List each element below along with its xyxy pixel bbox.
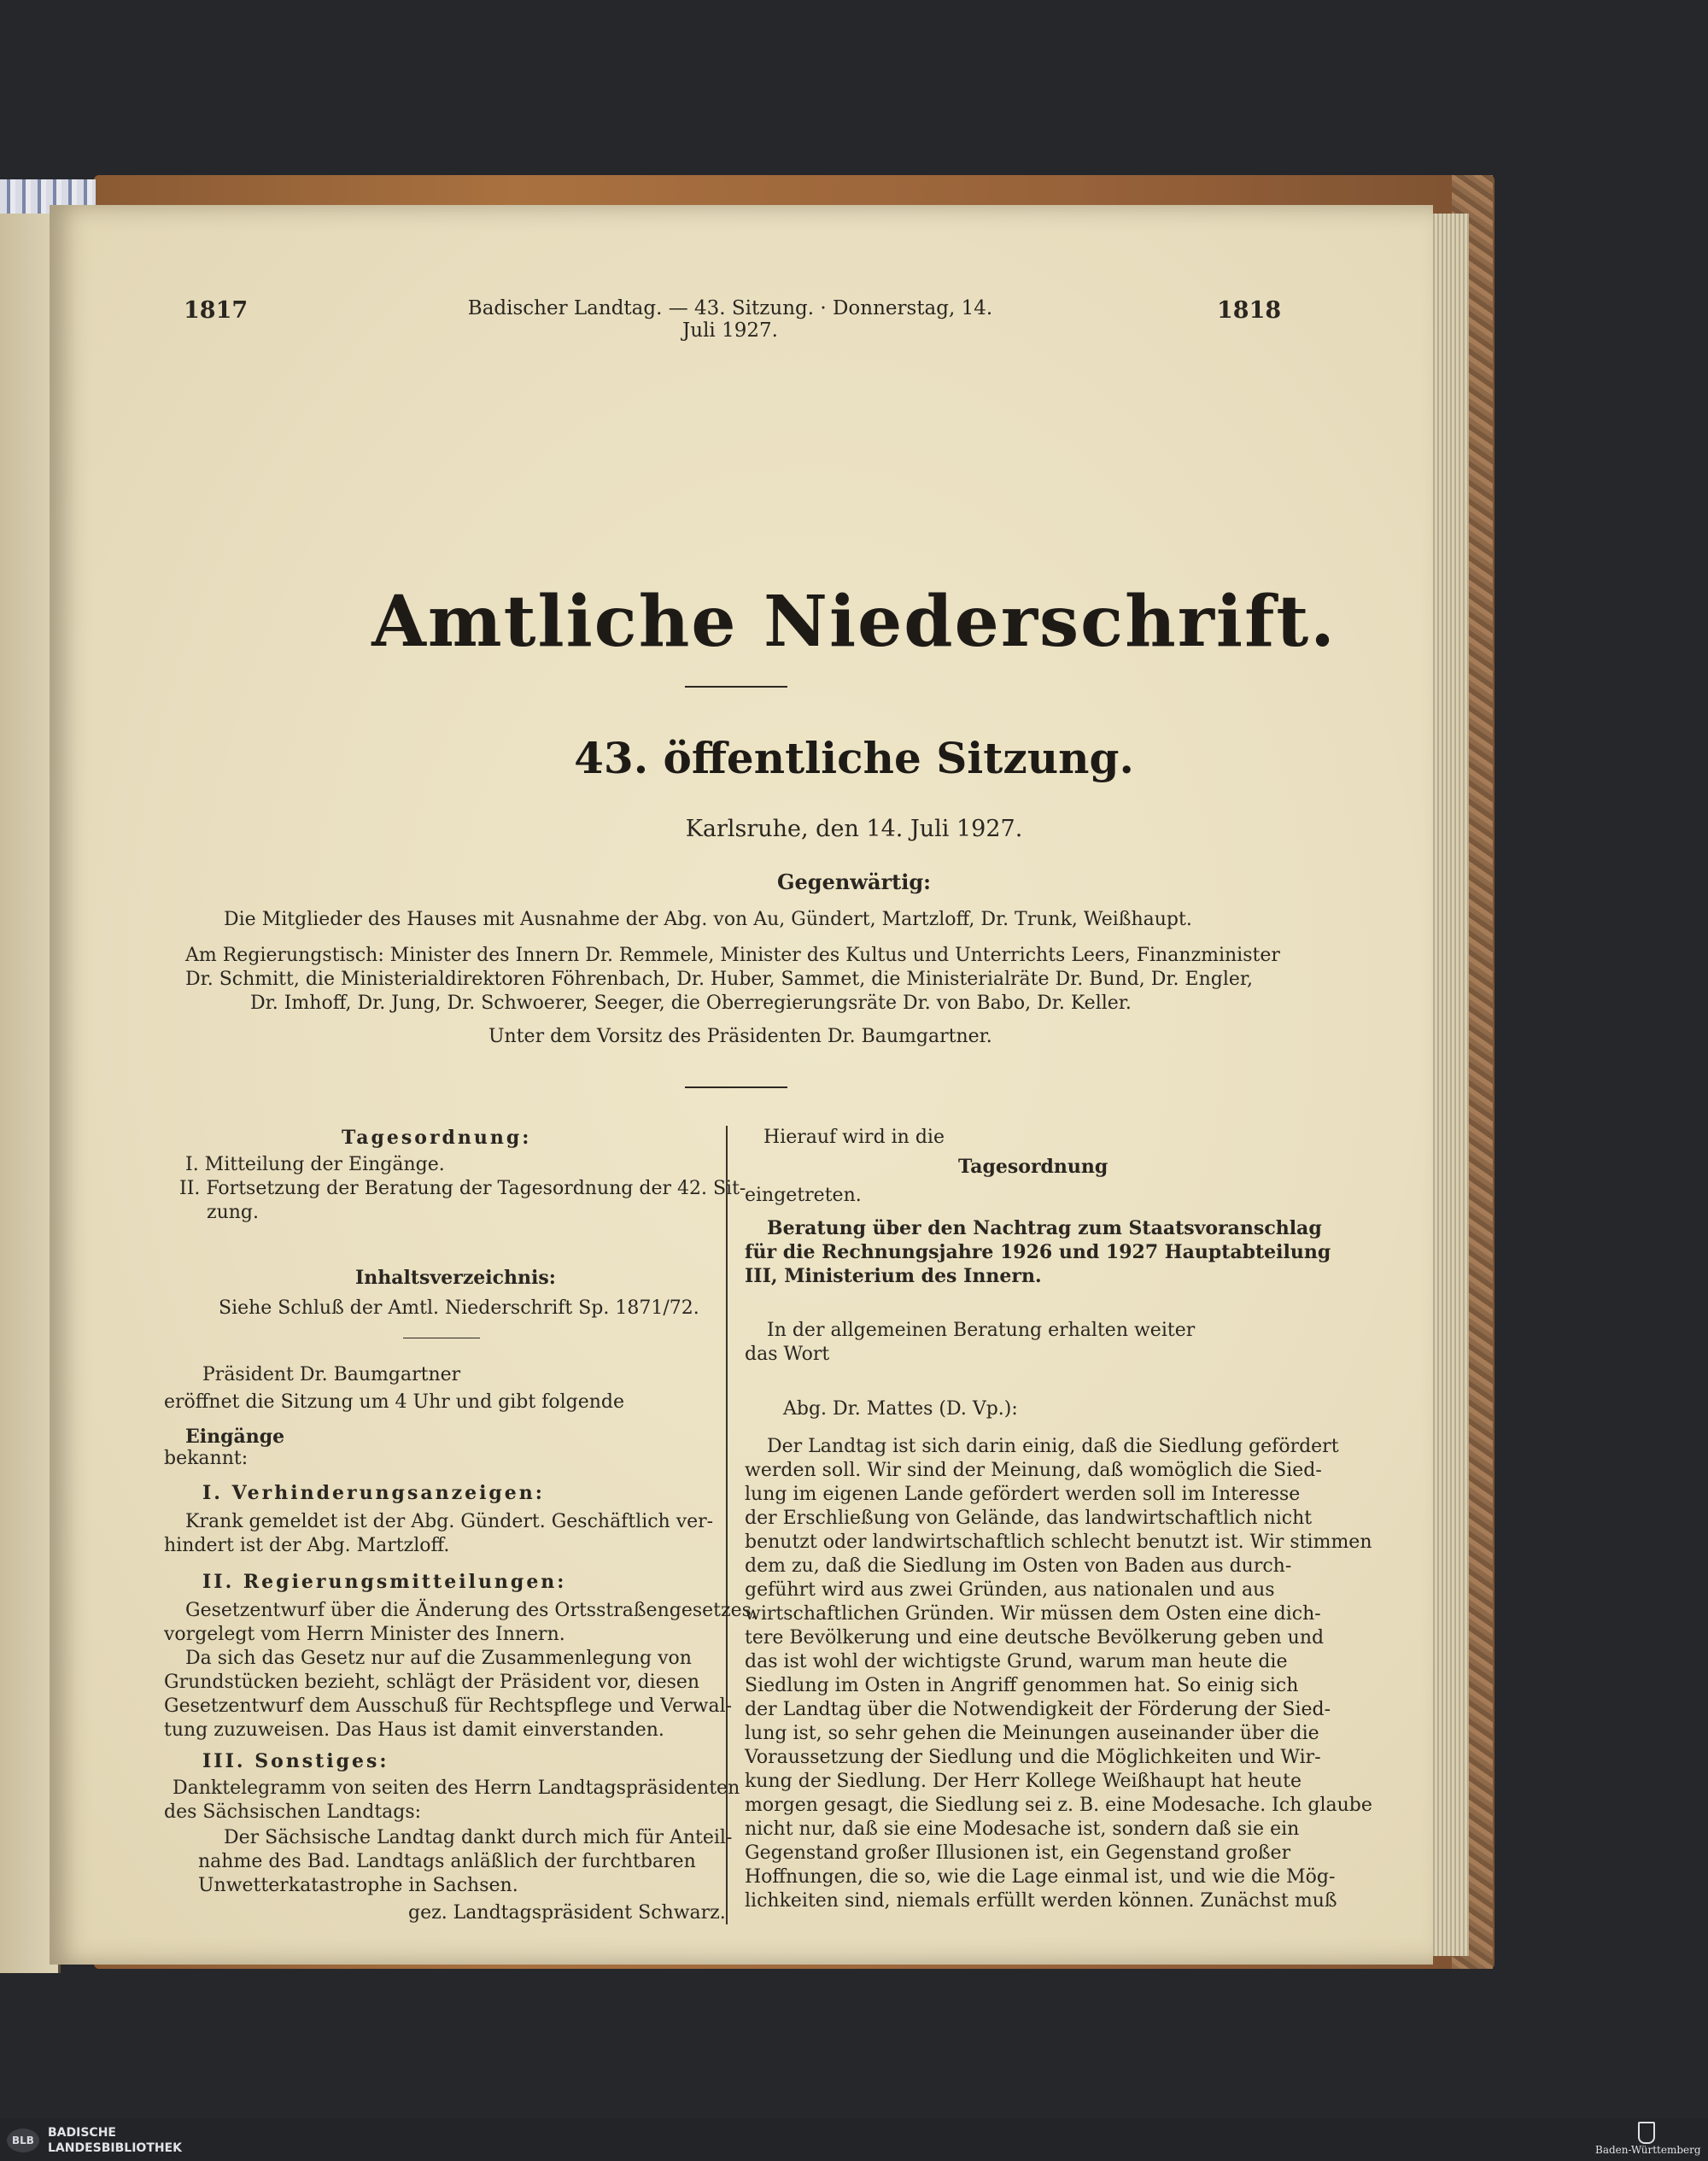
- speech-line: lung ist, so sehr gehen die Meinungen auseinander über die: [745, 1723, 1319, 1744]
- body-line: Gesetzentwurf über die Änderung des Ortsstraßengesetzes,: [185, 1600, 757, 1621]
- place-date: Karlsruhe, den 14. Juli 1927.: [685, 816, 1023, 842]
- section-heading: III. Sonstiges:: [202, 1750, 389, 1772]
- section-heading: I. Verhinderungsanzeigen:: [202, 1482, 545, 1504]
- agenda-heading: Tagesordnung:: [342, 1127, 532, 1149]
- column-number-right: 1818: [1217, 297, 1282, 324]
- section-divider: [685, 1086, 787, 1088]
- debate-heading: Beratung über den Nachtrag zum Staatsvoranschlag: [767, 1217, 1322, 1239]
- agenda-item: II. Fortsetzung der Beratung der Tagesordnung der 42. Sit-: [179, 1178, 746, 1199]
- speech-line: lung im eigenen Lande gefördert werden soll im Interesse: [745, 1484, 1301, 1505]
- viewer-footer: [0, 2118, 1708, 2161]
- eingaenge-heading: Eingänge: [185, 1426, 285, 1448]
- speaker-line: Abg. Dr. Mattes (D. Vp.):: [783, 1398, 1018, 1420]
- running-title: Badischer Landtag. — 43. Sitzung. · Donnerstag, 14. Juli 1927.: [467, 297, 993, 342]
- body-line: Da sich das Gesetz nur auf die Zusammenlegung von: [185, 1648, 692, 1669]
- library-name-line: BADISCHE: [48, 2126, 116, 2140]
- speech-line: tere Bevölkerung und eine deutsche Bevölkerung geben und: [745, 1627, 1325, 1649]
- body-line: Gesetzentwurf dem Ausschuß für Rechtspflege und Verwal-: [164, 1695, 733, 1717]
- bekannt-line: bekannt:: [164, 1448, 249, 1469]
- agenda-item-continued: zung.: [207, 1202, 260, 1223]
- speech-line: wirtschaftlichen Gründen. Wir müssen dem Osten eine dich-: [745, 1603, 1321, 1625]
- debate-heading: III, Ministerium des Innern.: [745, 1265, 1042, 1287]
- body-line: das Wort: [745, 1344, 830, 1365]
- index-text: Siehe Schluß der Amtl. Niederschrift Sp. 1871/72.: [219, 1297, 699, 1319]
- body-line: Krank gemeldet ist der Abg. Gündert. Geschäftlich ver-: [185, 1511, 714, 1532]
- body-line: Der Sächsische Landtag dankt durch mich für Anteil-: [224, 1827, 733, 1848]
- body-line: tung zuzuweisen. Das Haus ist damit einverstanden.: [164, 1719, 664, 1741]
- present-heading: Gegenwärtig:: [777, 870, 931, 894]
- body-line: Danktelegramm von seiten des Herrn Landtagspräsidenten: [173, 1777, 740, 1799]
- body-line: hindert ist der Abg. Martzloff.: [164, 1535, 450, 1556]
- speech-line: lichkeiten sind, niemals erfüllt werden können. Zunächst muß: [745, 1890, 1337, 1912]
- body-line: Grundstücken bezieht, schlägt der Präsident vor, diesen: [164, 1672, 700, 1693]
- column-number-left: 1817: [184, 297, 249, 324]
- signature-line: gez. Landtagspräsident Schwarz.: [408, 1902, 726, 1924]
- column-separator: [726, 1126, 728, 1924]
- speech-line: werden soll. Wir sind der Meinung, daß womöglich die Sied-: [745, 1460, 1322, 1481]
- speech-line: der Erschließung von Gelände, das landwirtschaftlich nicht: [745, 1508, 1313, 1529]
- present-line: Dr. Imhoff, Dr. Jung, Dr. Schwoerer, Seeger, die Oberregierungsräte Dr. von Babo, Dr. Keller.: [250, 993, 1132, 1014]
- speech-line: Siedlung im Osten in Angriff genommen hat. So einig sich: [745, 1675, 1299, 1696]
- speech-line: benutzt oder landwirtschaftlich schlecht benutzt ist. Wir stimmen: [745, 1531, 1372, 1553]
- library-name-line: LANDESBIBLIOTHEK: [48, 2141, 183, 2155]
- body-line: vorgelegt vom Herrn Minister des Innern.: [164, 1624, 565, 1645]
- body-line: eingetreten.: [745, 1185, 862, 1206]
- body-line: Hierauf wird in die: [763, 1127, 945, 1148]
- president-line: Präsident Dr. Baumgartner: [202, 1364, 461, 1385]
- speech-line: Voraussetzung der Siedlung und die Möglichkeiten und Wir-: [745, 1747, 1321, 1768]
- speech-line: geführt wird aus zwei Gründen, aus nationalen und aus: [745, 1579, 1275, 1601]
- opening-line: eröffnet die Sitzung um 4 Uhr und gibt folgende: [164, 1391, 624, 1413]
- speech-line: Der Landtag ist sich darin einig, daß die Siedlung gefördert: [767, 1436, 1339, 1457]
- state-label: Baden-Württemberg: [1595, 2144, 1701, 2156]
- debate-heading: für die Rechnungsjahre 1926 und 1927 Hauptabteilung: [745, 1241, 1331, 1263]
- body-line: Unwetterkatastrophe in Sachsen.: [198, 1875, 518, 1896]
- section-heading: II. Regierungsmitteilungen:: [202, 1571, 567, 1593]
- speech-line: Gegenstand großer Illusionen ist, ein Gegenstand großer: [745, 1842, 1291, 1864]
- chair-line: Unter dem Vorsitz des Präsidenten Dr. Baumgartner.: [488, 1026, 992, 1047]
- speech-line: der Landtag über die Notwendigkeit der Förderung der Sied-: [745, 1699, 1331, 1720]
- title-divider: [685, 686, 787, 688]
- library-name: [48, 2125, 182, 2156]
- body-line: nahme des Bad. Landtags anläßlich der furchtbaren: [198, 1851, 696, 1872]
- body-line: In der allgemeinen Beratung erhalten weiter: [767, 1320, 1196, 1341]
- present-line: Dr. Schmitt, die Ministerialdirektoren Föhrenbach, Dr. Huber, Sammet, die Ministerialräte Dr. Bund, Dr. Engler,: [185, 969, 1253, 990]
- speech-line: das ist wohl der wichtigste Grund, warum man heute die: [745, 1651, 1288, 1672]
- present-line: Die Mitglieder des Hauses mit Ausnahme der Abg. von Au, Gündert, Martzloff, Dr. Trunk, Weißhaupt.: [224, 909, 1192, 930]
- session-title: 43. öffentliche Sitzung.: [574, 733, 1134, 783]
- present-line: Am Regierungstisch: Minister des Innern Dr. Remmele, Minister des Kultus und Unterrichts Leers, Finanzminister: [185, 945, 1280, 966]
- index-heading: Inhaltsverzeichnis:: [355, 1267, 556, 1289]
- body-line: des Sächsischen Landtags:: [164, 1801, 422, 1823]
- speech-line: Hoffnungen, die so, wie die Lage einmal ist, und wie die Mög-: [745, 1866, 1336, 1888]
- speech-line: dem zu, daß die Siedlung im Osten von Baden aus durch-: [745, 1555, 1292, 1577]
- agenda-item: I. Mitteilung der Eingänge.: [185, 1154, 445, 1175]
- speech-line: morgen gesagt, die Siedlung sei z. B. eine Modesache. Ich glaube: [745, 1795, 1372, 1816]
- agenda-word: Tagesordnung: [958, 1156, 1108, 1178]
- speech-line: kung der Siedlung. Der Herr Kollege Weißhaupt hat heute: [745, 1771, 1301, 1792]
- library-logo-icon: BLB: [7, 2129, 39, 2152]
- state-crest-icon: [1638, 2122, 1655, 2144]
- speech-line: nicht nur, daß sie eine Modesache ist, sondern daß sie ein: [745, 1818, 1300, 1840]
- document-title: Amtliche Niederschrift.: [371, 581, 1337, 663]
